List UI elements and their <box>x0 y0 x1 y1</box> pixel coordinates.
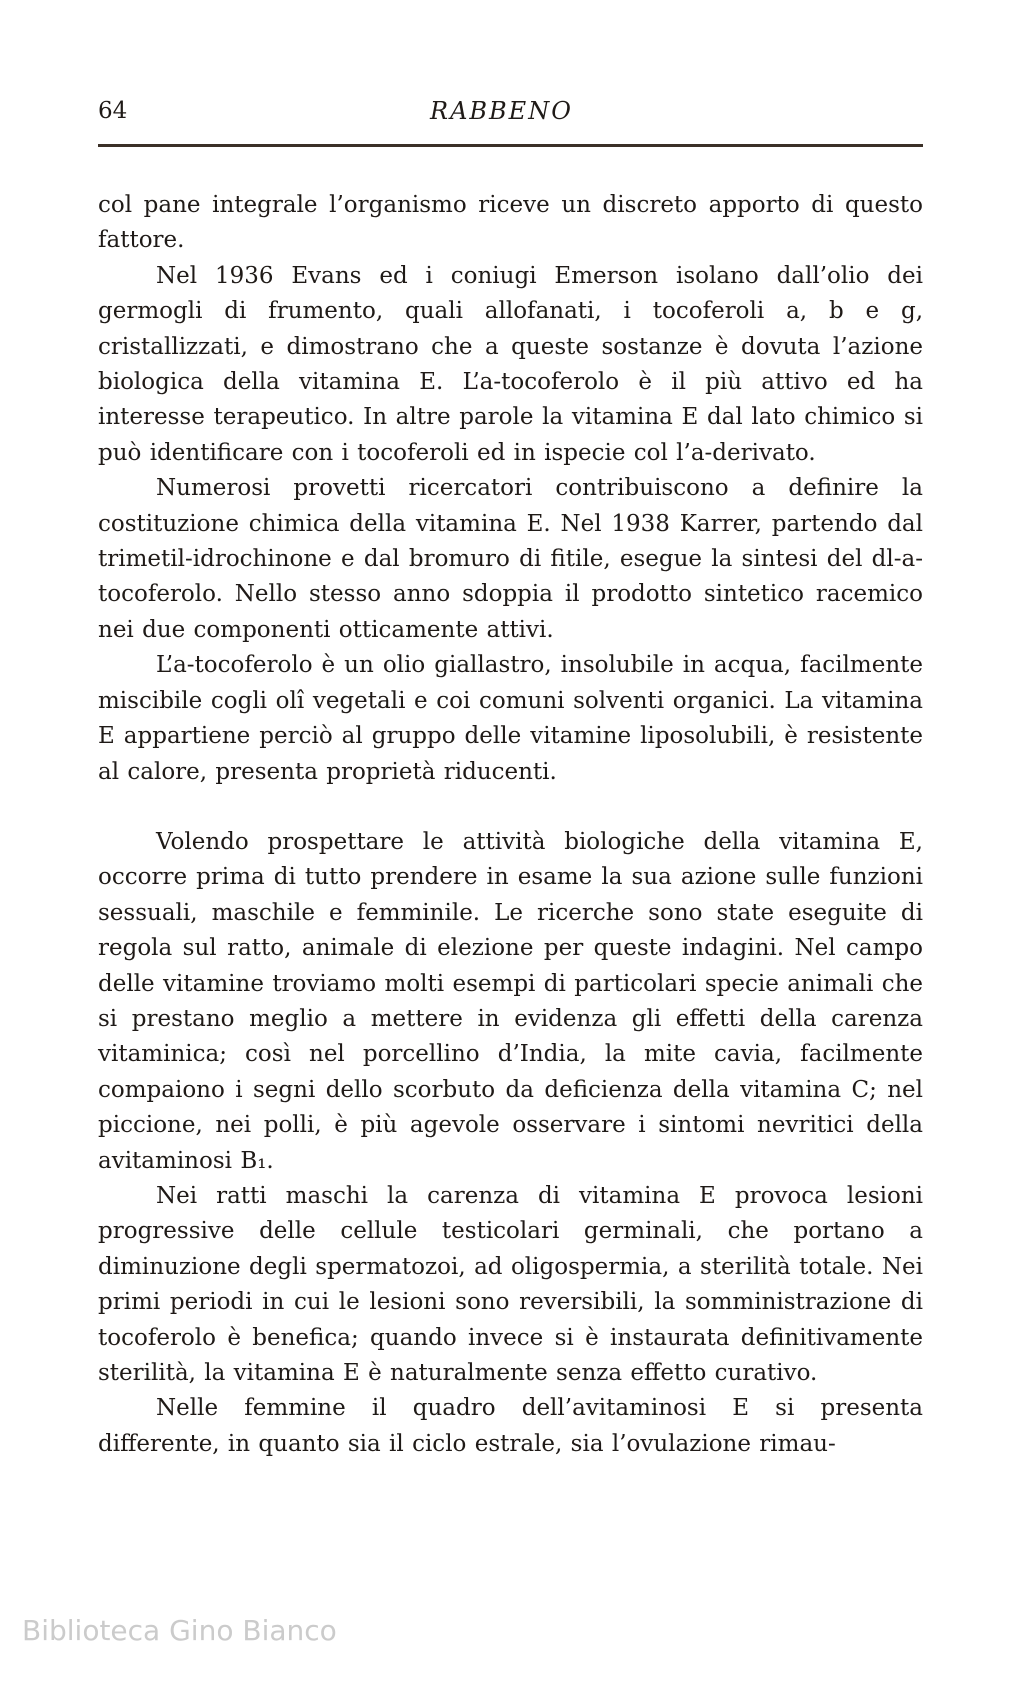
paragraph-3: Numerosi provetti ricercatori contribuiscono a definire la costituzione chimica della vitamina E. Nel 1938 Karrer, partendo dal trimetil-idrochinone e dal bromuro di fitile, esegue la sintesi del dl-a-tocoferolo. Nello stesso anno sdoppia il prodotto sintetico racemico nei due componenti otticamente attivi. <box>98 475 923 643</box>
main-text <box>98 188 923 1462</box>
header-rule <box>98 144 923 147</box>
page-number: 64 <box>98 98 128 124</box>
paragraph-5: Volendo prospettare le attività biologiche della vitamina E, occorre prima di tutto prendere in esame la sua azione sulle funzioni sessuali, maschile e femminile. Le ricerche sono state eseguite di regola sul ratto, animale di elezione per queste indagini. Nel campo delle vitamine troviamo molti esempi di particolari specie animali che si prestano meglio a mettere in evidenza gli effetti della carenza vitaminica; così nel porcellino d’India, la mite cavia, facilmente compaiono i segni dello scorbuto da deficienza della vitamina C; nel piccione, nei polli, è più agevole osservare i sintomi nevritici della avitaminosi B₁. <box>98 828 923 1174</box>
running-head: RABBENO <box>430 97 573 125</box>
footer-space <box>0 1662 1023 1663</box>
paragraph-1: col pane integrale l’organismo riceve un discreto apporto di questo fattore. <box>98 192 923 254</box>
paragraph-7: Nelle femmine il quadro dell’avitaminosi E si presenta differente, in quanto sia il ciclo estrale, sia l’ovulazione rimau- <box>98 1395 923 1457</box>
page-header <box>98 92 923 152</box>
section-gap <box>98 790 923 825</box>
paragraph-4: L’a-tocoferolo è un olio giallastro, insolubile in acqua, facilmente miscibile cogli olî vegetali e coi comuni solventi organici. La vitamina E appartiene perciò al gruppo delle vitamine liposolubili, è resistente al calore, presenta proprietà riducenti. <box>98 652 923 785</box>
paragraph-6: Nei ratti maschi la carenza di vitamina E provoca lesioni progressive delle cellule testicolari germinali, che portano a diminuzione degli spermatozoi, ad oligospermia, a sterilità totale. Nei primi periodi in cui le lesioni sono reversibili, la somministrazione di tocoferolo è benefica; quando invece si è instaurata definitivamente sterilità, la vitamina E è naturalmente senza effetto curativo. <box>98 1182 923 1386</box>
paragraph-2: Nel 1936 Evans ed i coniugi Emerson isolano dall’olio dei germogli di frumento, quali allofanati, i tocoferoli a, b e g, cristallizzati, e dimostrano che a queste sostanze è dovuta l’azione biologica della vitamina E. L’a-tocoferolo è il più attivo ed ha interesse terapeutico. In altre parole la vitamina E dal lato chimico si può identificare con i tocoferoli ed in ispecie col l’a-derivato. <box>98 262 923 466</box>
library-watermark: Biblioteca Gino Bianco <box>22 1614 337 1647</box>
